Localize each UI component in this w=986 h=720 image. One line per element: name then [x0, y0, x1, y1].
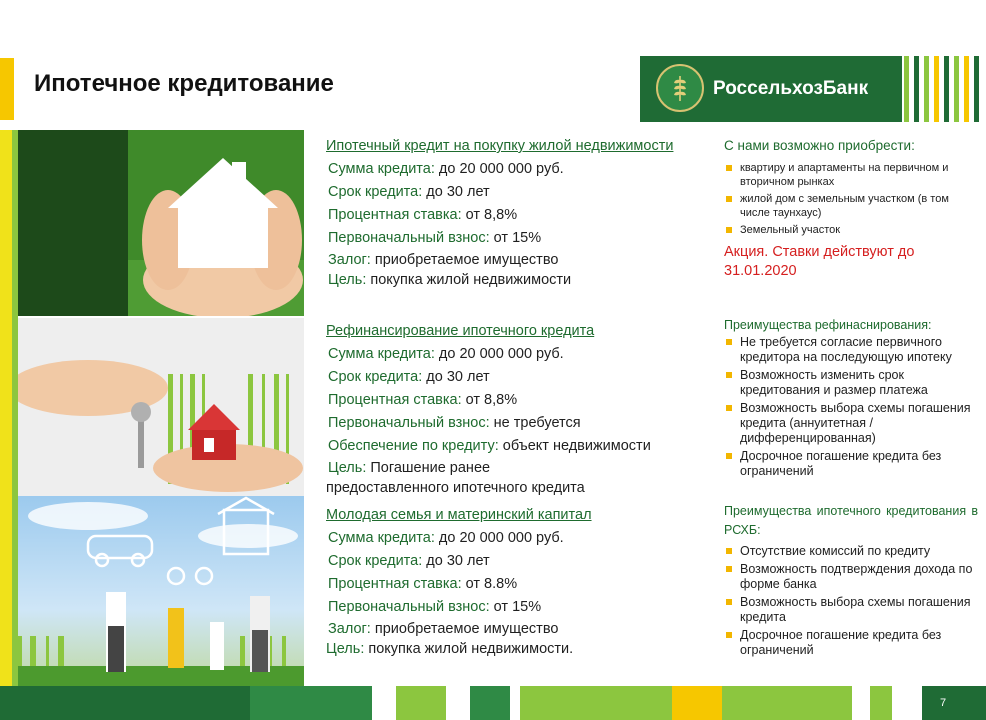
list-item: Срок кредита: до 30 лет [328, 184, 490, 200]
promo-text: Акция. Ставки действуют до 31.01.2020 [724, 244, 915, 279]
list-item: Возможность подтверждения дохода по форме банка [724, 562, 978, 592]
list-item: Залог: приобретаемое имущество [328, 621, 559, 637]
list-item: Процентная ставка: от 8.8% [328, 576, 518, 592]
list-item: Первоначальный взнос: не требуется [328, 415, 581, 431]
list-item: Процентная ставка: от 8,8% [328, 207, 518, 223]
section-mortgage-purchase [326, 135, 673, 289]
panel-heading: Преимущества ипотечного кредитования в РСХБ: [724, 504, 978, 537]
list-item: Залог: приобретаемое имущество [328, 252, 559, 268]
left-accent-bar [0, 130, 18, 686]
list-item: Срок кредита: до 30 лет [328, 369, 490, 385]
section-refinancing [326, 320, 651, 498]
list-item: Цель: Погашение ранее [328, 460, 491, 476]
right-panel-purchase-options [724, 138, 978, 281]
list-item: Сумма кредита: до 20 000 000 руб. [328, 530, 564, 546]
list-item: Не требуется согласие первичного кредитора на последующую ипотеку [724, 335, 978, 365]
list-item: Обеспечение по кредиту: объект недвижимости [328, 438, 651, 454]
bank-logo [640, 56, 980, 122]
photo-family [18, 496, 304, 686]
list-item: Земельный участок [724, 223, 978, 237]
list-item: Возможность выбора схемы погашения кредита (аннуитетная / дифференцированная) [724, 401, 978, 446]
list-item: Возможность изменить срок кредитования и размер платежа [724, 368, 978, 398]
footer-stripe [0, 686, 986, 720]
photo-hands-house [18, 130, 304, 316]
list-item: Сумма кредита: до 20 000 000 руб. [328, 161, 564, 177]
photo-keys-house [18, 318, 304, 496]
page-title: Ипотечное кредитование [34, 70, 334, 97]
list-item: Первоначальный взнос: от 15% [328, 599, 542, 615]
list-item: Сумма кредита: до 20 000 000 руб. [328, 346, 564, 362]
panel-heading: С нами возможно приобрести: [724, 138, 915, 153]
list-item: Досрочное погашение кредита без ограничений [724, 628, 978, 658]
wheat-icon [671, 74, 689, 102]
list-item: Возможность выбора схемы погашения кредита [724, 595, 978, 625]
right-panel-refinancing-benefits [724, 318, 978, 482]
list-item: Досрочное погашение кредита без ограничений [724, 449, 978, 479]
list-item: Срок кредита: до 30 лет [328, 553, 490, 569]
list-item: Первоначальный взнос: от 15% [328, 230, 542, 246]
page-number: 7 [940, 697, 947, 709]
list-item: квартиру и апартаменты на первичном и вторичном рынках [724, 161, 978, 189]
list-item: Процентная ставка: от 8,8% [328, 392, 518, 408]
section-heading: Молодая семья и материнский капитал [326, 507, 592, 523]
list-item: Отсутствие комиссий по кредиту [724, 544, 978, 559]
logo-stripes [902, 56, 980, 122]
list-item: Цель: покупка жилой недвижимости. [326, 641, 574, 657]
section-heading: Ипотечный кредит на покупку жилой недвижимости [326, 138, 674, 154]
list-item-continuation: предоставленного ипотечного кредита [326, 480, 585, 496]
section-heading: Рефинансирование ипотечного кредита [326, 323, 595, 339]
title-accent-bar [0, 58, 14, 120]
right-panel-mortgage-benefits [724, 502, 978, 661]
panel-heading: Преимущества рефинаснирования: [724, 318, 932, 332]
list-item: жилой дом с земельным участком (в том числе таунхаус) [724, 192, 978, 220]
list-item: Цель: покупка жилой недвижимости [328, 272, 572, 288]
section-young-family [326, 504, 592, 658]
logo-name: РоссельхозБанк [713, 78, 869, 99]
